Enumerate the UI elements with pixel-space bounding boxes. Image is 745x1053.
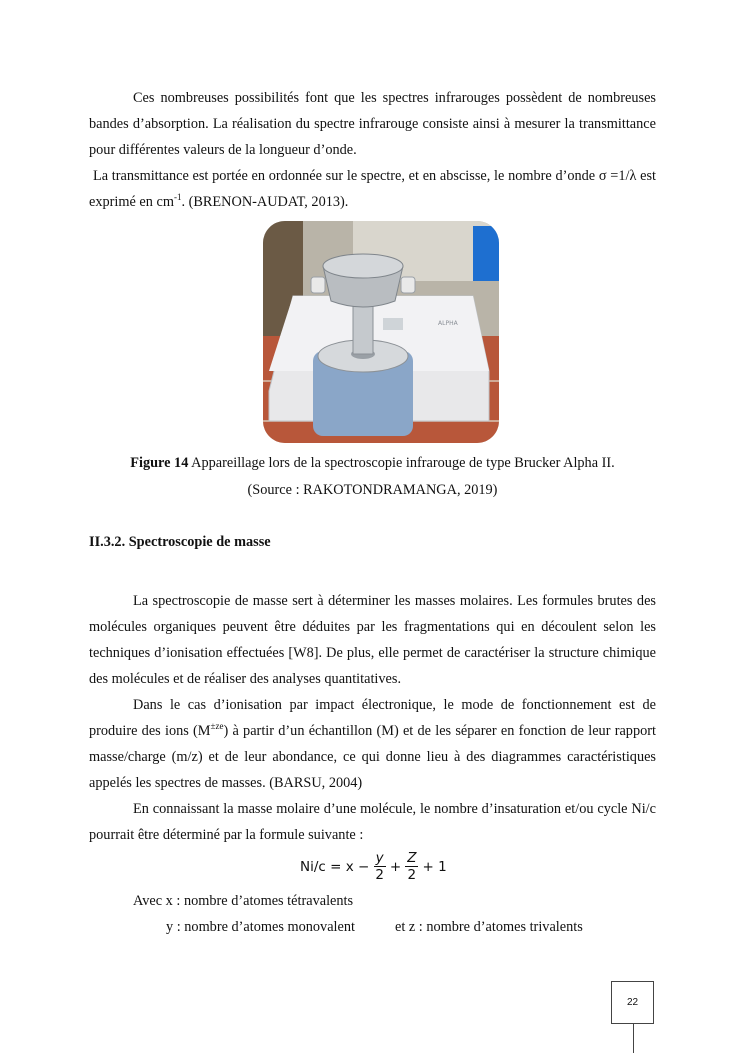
intro-text xyxy=(89,85,656,215)
formula-lhs: Ni/c = x − xyxy=(300,858,370,875)
legend-line-2 xyxy=(166,914,583,940)
intro-p2-superscript: -1 xyxy=(173,192,182,203)
formula-plus: + xyxy=(389,858,402,875)
section-text xyxy=(89,588,656,848)
figure-label: Figure 14 xyxy=(130,455,189,471)
section-paragraph-1: La spectroscopie de masse sert à déterminer les masses molaires. Les formules brutes des molécules organiques peuvent être déduites par les fragmentations qui en découlent selon les techniques d’ionisation effectuées [W8]. De plus, elle permet de caractériser la structure chimique des molécules et de réaliser des analyses quantitatives. xyxy=(89,593,656,687)
knob-left xyxy=(311,277,325,293)
formula-fraction-y xyxy=(373,850,386,883)
monitor-screen xyxy=(473,226,499,281)
intro-p2-start: La transmittance est portée en ordonnée sur le spectre, et en abscisse, le nombre d’onde σ =1/λ est exprimé en cm xyxy=(89,168,656,210)
figure-photo xyxy=(263,221,499,443)
formula-frac1-num: y xyxy=(375,850,384,866)
page-number: 22 xyxy=(611,981,654,1024)
intro-paragraph-2 xyxy=(89,163,656,215)
formula-frac1-den: 2 xyxy=(375,867,384,883)
intro-paragraph-1: Ces nombreuses possibilités font que les spectres infrarouges possèdent de nombreuses bandes d’absorption. La réalisation du spectre infrarouge consiste ainsi à mesurer la transmittance pour différentes valeurs de la longueur d’onde. xyxy=(89,90,656,158)
unsaturation-formula xyxy=(300,850,447,883)
spectrometer-illustration xyxy=(263,221,499,443)
figure-source: (Source : RAKOTONDRAMANGA, 2019) xyxy=(247,482,498,498)
legend-line-2b: et z : nombre d’atomes trivalents xyxy=(395,919,583,935)
figure-caption-text: Appareillage lors de la spectroscopie infrarouge de type Brucker Alpha II. xyxy=(188,455,615,471)
formula-fraction-z xyxy=(405,850,418,883)
section-p2-end: ) à partir d’un échantillon (M) et de les séparer en fonction de leur rapport masse/charge (m/z) et de leur abondance, ce qui donne lieu à des diagrammes caractéristiques appelés les spectres de masses. (BARSU, 2004) xyxy=(89,723,656,791)
legend-line-1: Avec x : nombre d’atomes tétravalents xyxy=(133,893,354,909)
alpha-brand-label: ALPHA xyxy=(438,320,458,327)
knob-right xyxy=(401,277,415,293)
intro-p2-end: . (BRENON-AUDAT, 2013). xyxy=(181,194,349,210)
section-paragraph-3: En connaissant la masse molaire d’une molécule, le nombre d’insaturation et/ou cycle Ni/c pourrait être déterminé par la formule suivante : xyxy=(89,801,656,843)
section-paragraph-2 xyxy=(89,692,656,796)
section-heading: II.3.2. Spectroscopie de masse xyxy=(89,534,271,550)
formula-frac2-den: 2 xyxy=(407,867,417,883)
formula-frac2-num: Z xyxy=(407,850,417,866)
legend-line-2a: y : nombre d’atomes monovalent xyxy=(166,919,355,935)
section-p2-superscript: ±ze xyxy=(210,721,224,732)
section-p2-start: Dans le cas d’ionisation par impact électronique, le mode de fonctionnement est de produire des ions (M xyxy=(89,697,656,739)
formula-tail: + 1 xyxy=(422,858,447,875)
caption-line xyxy=(89,450,656,477)
page-number-tick xyxy=(633,1024,634,1053)
figure-caption xyxy=(89,450,656,504)
